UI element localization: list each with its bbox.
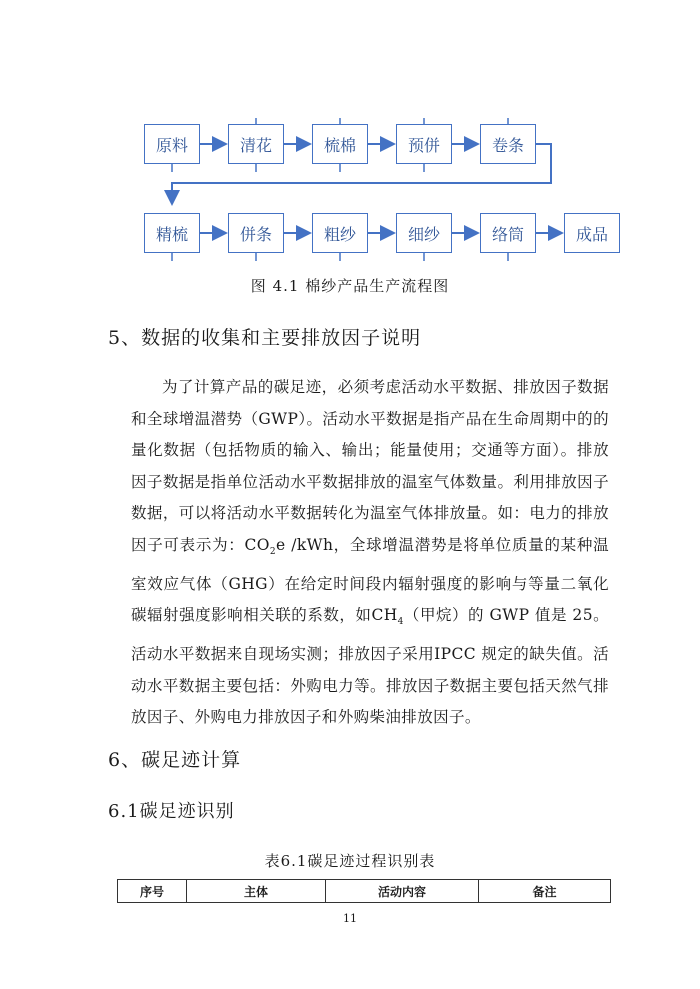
flow-step-carding: 梳棉	[312, 124, 368, 164]
page-number: 11	[343, 912, 357, 925]
flow-step-lapping: 卷条	[480, 124, 536, 164]
ch4-formula: $CH_4$	[371, 606, 404, 628]
header-serial: 序号	[118, 880, 187, 903]
table-header-row	[118, 880, 611, 903]
co2-formula: $CO_2$	[244, 535, 277, 558]
section-5-heading: 5、数据的收集和主要排放因子说明	[108, 327, 422, 349]
carbon-footprint-table	[117, 879, 611, 903]
flow-step-combing: 精梳	[144, 213, 200, 253]
paragraph-text-2: e /kWh，全球增温潜势是将单位质量的某种温室效应气体（GHG）在给定时间段内辐射强度的影响与等量二氧化碳辐射强度影响相关联的系数，如	[131, 535, 609, 625]
section-6-1-heading: 6.1碳足迹识别	[108, 801, 235, 822]
table-caption: 表6.1碳足迹过程识别表	[264, 852, 436, 870]
flow-step-spinning: 细纱	[396, 213, 452, 253]
section-5-paragraph	[131, 372, 609, 734]
section-6-heading: 6、碳足迹计算	[108, 749, 242, 771]
flow-step-drawing: 併条	[228, 213, 284, 253]
paragraph-text-1: 为了计算产品的碳足迹，必须考虑活动水平数据、排放因子数据和全球增温潜势（GWP）。活动水平数据是指产品在生命周期中的的量化数据（包括物质的输入、输出；能量使用；交通等方面）。排放因子数据是指单位活动水平数据排放的温室气体数量。利用排放因子数据，可以将活动水平数据转化为温室气体排放量。如：电力的排放因子可表示为：	[131, 378, 609, 554]
flow-step-roving: 粗纱	[312, 213, 368, 253]
figure-caption: 图 4.1 棉纱产品生产流程图	[250, 277, 450, 295]
flow-step-winding: 络筒	[480, 213, 536, 253]
paragraph-text-3: （甲烷）的 GWP 值是 25。活动水平数据来自现场实测；排放因子采用IPCC 规定的缺失值。活动水平数据主要包括：外购电力等。排放因子数据主要包括天然气排放因子、外购电力排放因子和外购柴油排放因子。	[131, 606, 609, 727]
flow-step-finished-product: 成品	[564, 213, 620, 253]
header-subject: 主体	[187, 880, 326, 903]
flow-step-raw-material: 原料	[144, 124, 200, 164]
header-remarks: 备注	[479, 880, 611, 903]
header-activity: 活动内容	[326, 880, 479, 903]
flow-step-cleaning: 清花	[228, 124, 284, 164]
flow-step-pre-drawing: 预併	[396, 124, 452, 164]
